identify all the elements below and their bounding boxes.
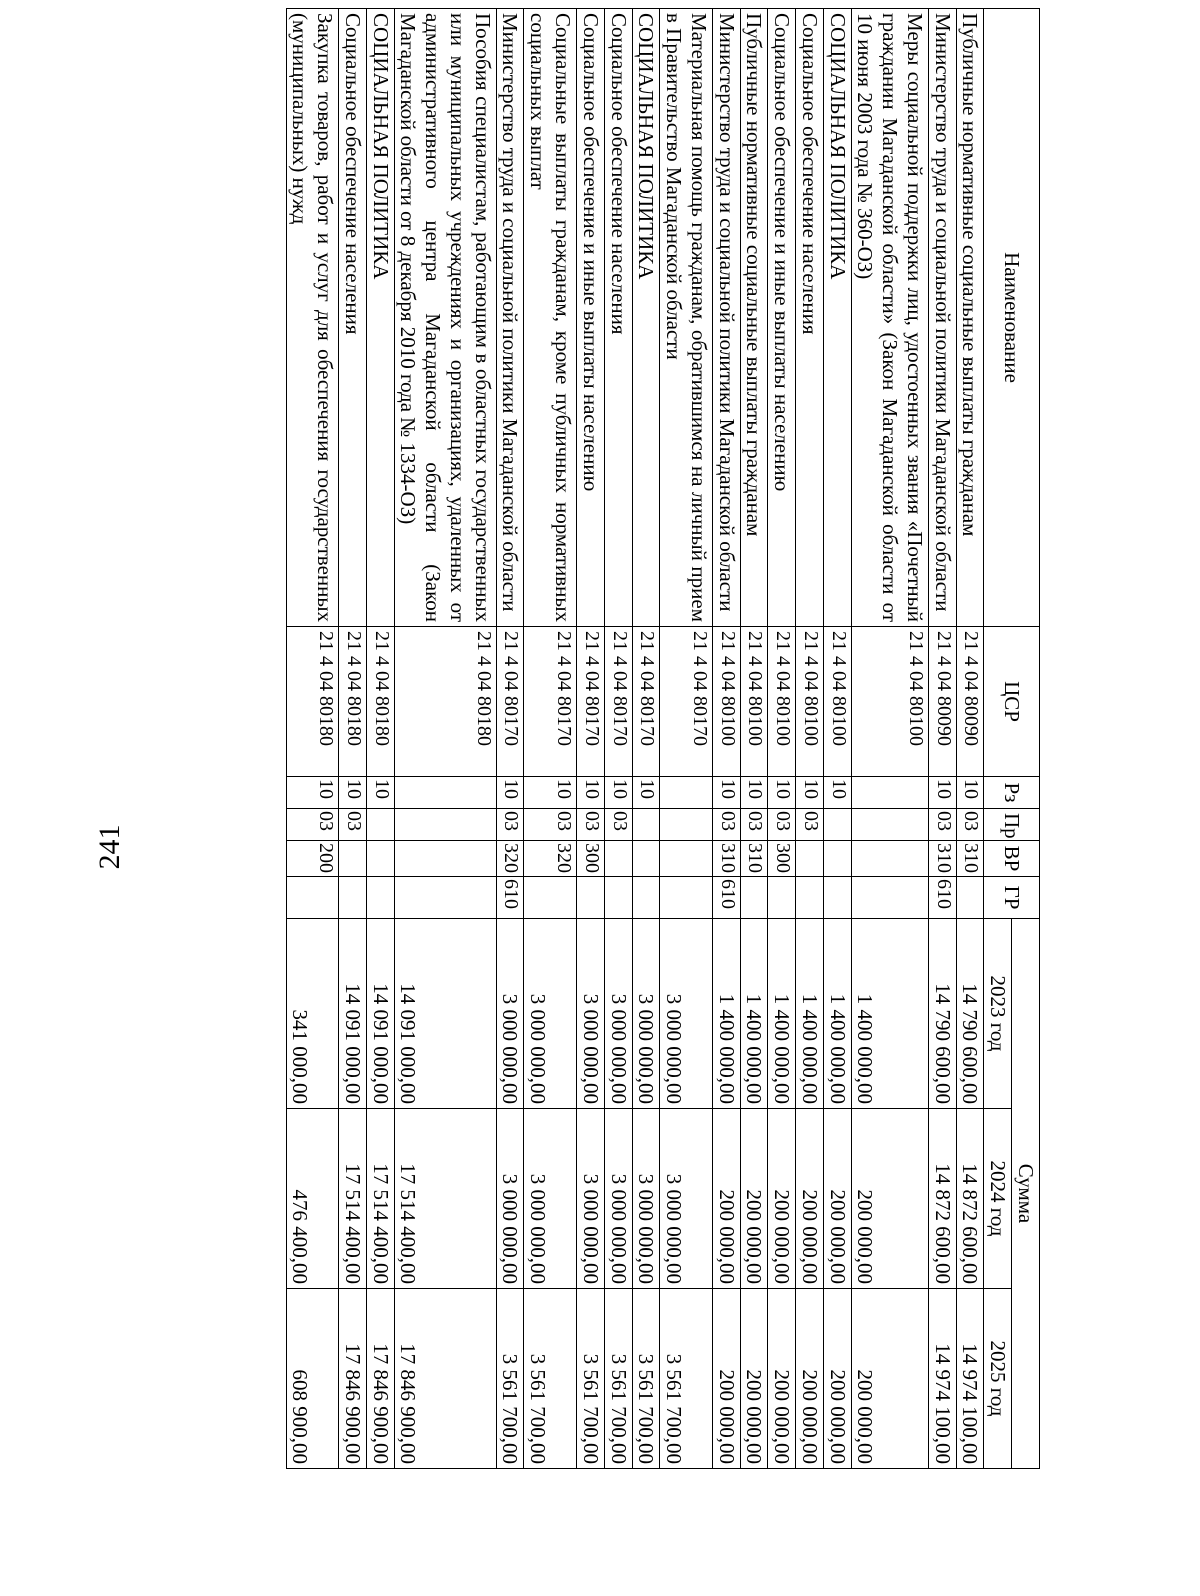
cell-csr: 21 4 04 80180: [394, 627, 496, 777]
cell-gr: [956, 877, 984, 919]
table-row: [768, 9, 796, 1469]
cell-vr: 300: [576, 841, 604, 877]
cell-vr: [339, 841, 367, 877]
cell-gr: [576, 877, 604, 919]
cell-y2024: 3 000 000,00: [524, 1109, 577, 1289]
cell-gr: 610: [712, 877, 740, 919]
table-row: [823, 9, 851, 1469]
cell-y2024: 476 400,00: [286, 1109, 339, 1289]
table-row: [496, 9, 524, 1469]
header-gr: ГР: [984, 877, 1040, 919]
cell-pr: [851, 809, 928, 841]
cell-y2023: 1 400 000,00: [768, 919, 796, 1109]
budget-table: [286, 8, 1040, 1469]
table-row: [394, 9, 496, 1469]
cell-csr: 21 4 04 80100: [712, 627, 740, 777]
cell-y2024: 17 514 400,00: [339, 1109, 367, 1289]
cell-name: Пособия специалистам, работающим в областных государственных или муниципальных учреждениях и организациях, удаленных от административного центра Магаданской области (Закон Магаданской области от 8 декабря 2010 года № 1334-ОЗ): [394, 9, 496, 627]
document-body: [286, 8, 1040, 1468]
cell-y2024: 200 000,00: [768, 1109, 796, 1289]
cell-rz: 10: [286, 777, 339, 809]
cell-gr: [286, 877, 339, 919]
table-row: [286, 9, 339, 1469]
cell-y2024: 17 514 400,00: [394, 1109, 496, 1289]
cell-y2023: 14 790 600,00: [928, 919, 956, 1109]
cell-y2023: 14 790 600,00: [956, 919, 984, 1109]
cell-vr: 300: [768, 841, 796, 877]
cell-name: Материальная помощь гражданам, обратившимся на личный прием в Правительство Магаданской области: [660, 9, 713, 627]
cell-y2023: 3 000 000,00: [632, 919, 660, 1109]
cell-vr: 320: [496, 841, 524, 877]
cell-csr: 21 4 04 80100: [740, 627, 768, 777]
cell-gr: [823, 877, 851, 919]
cell-rz: [394, 777, 496, 809]
cell-vr: 310: [928, 841, 956, 877]
cell-pr: 03: [796, 809, 824, 841]
cell-rz: 10: [956, 777, 984, 809]
cell-csr: 21 4 04 80090: [956, 627, 984, 777]
cell-y2023: 1 400 000,00: [823, 919, 851, 1109]
cell-name: СОЦИАЛЬНАЯ ПОЛИТИКА: [366, 9, 394, 627]
cell-y2023: 3 000 000,00: [524, 919, 577, 1109]
cell-vr: [366, 841, 394, 877]
cell-rz: 10: [768, 777, 796, 809]
cell-y2024: 200 000,00: [712, 1109, 740, 1289]
cell-y2023: 14 091 000,00: [394, 919, 496, 1109]
cell-name: Социальное обеспечение населения: [339, 9, 367, 627]
table-row: [366, 9, 394, 1469]
cell-vr: 310: [956, 841, 984, 877]
cell-y2024: 3 000 000,00: [496, 1109, 524, 1289]
cell-vr: [851, 841, 928, 877]
cell-gr: [366, 877, 394, 919]
header-name: Наименование: [984, 9, 1040, 627]
cell-y2023: 1 400 000,00: [851, 919, 928, 1109]
cell-pr: 03: [576, 809, 604, 841]
cell-pr: 03: [604, 809, 632, 841]
cell-name: Социальные выплаты гражданам, кроме публичных нормативных социальных выплат: [524, 9, 577, 627]
cell-rz: 10: [928, 777, 956, 809]
cell-gr: 610: [928, 877, 956, 919]
cell-gr: [851, 877, 928, 919]
cell-rz: 10: [339, 777, 367, 809]
cell-rz: 10: [632, 777, 660, 809]
cell-y2025: 3 561 700,00: [496, 1289, 524, 1469]
cell-vr: [604, 841, 632, 877]
header-2024: 2024 год: [984, 1109, 1012, 1289]
cell-y2025: 200 000,00: [796, 1289, 824, 1469]
cell-pr: 03: [768, 809, 796, 841]
cell-name: Публичные нормативные социальные выплаты гражданам: [740, 9, 768, 627]
cell-rz: 10: [604, 777, 632, 809]
cell-vr: [632, 841, 660, 877]
cell-pr: [394, 809, 496, 841]
cell-csr: 21 4 04 80100: [796, 627, 824, 777]
cell-y2024: 3 000 000,00: [576, 1109, 604, 1289]
cell-y2024: 200 000,00: [796, 1109, 824, 1289]
cell-y2023: 14 091 000,00: [339, 919, 367, 1109]
cell-y2025: 3 561 700,00: [576, 1289, 604, 1469]
table-row: [928, 9, 956, 1469]
cell-pr: 03: [524, 809, 577, 841]
cell-y2025: 17 846 900,00: [394, 1289, 496, 1469]
cell-name: Социальное обеспечение и иные выплаты населению: [576, 9, 604, 627]
cell-y2025: 200 000,00: [768, 1289, 796, 1469]
header-2025: 2025 год: [984, 1289, 1012, 1469]
cell-csr: 21 4 04 80170: [524, 627, 577, 777]
cell-y2023: 3 000 000,00: [496, 919, 524, 1109]
table-row: [604, 9, 632, 1469]
table-row: [712, 9, 740, 1469]
cell-gr: [740, 877, 768, 919]
cell-csr: 21 4 04 80100: [768, 627, 796, 777]
cell-rz: 10: [524, 777, 577, 809]
cell-y2023: 1 400 000,00: [712, 919, 740, 1109]
cell-gr: [394, 877, 496, 919]
cell-gr: [768, 877, 796, 919]
cell-rz: [851, 777, 928, 809]
cell-rz: 10: [823, 777, 851, 809]
cell-y2025: 200 000,00: [851, 1289, 928, 1469]
header-vr: ВР: [984, 841, 1040, 877]
cell-rz: 10: [712, 777, 740, 809]
table-header-row: [1012, 9, 1040, 1469]
cell-name: Социальное обеспечение населения: [796, 9, 824, 627]
cell-y2025: 3 561 700,00: [632, 1289, 660, 1469]
cell-gr: [604, 877, 632, 919]
cell-y2024: 3 000 000,00: [632, 1109, 660, 1289]
cell-rz: [660, 777, 713, 809]
cell-csr: 21 4 04 80090: [928, 627, 956, 777]
cell-vr: 310: [712, 841, 740, 877]
cell-name: Министерство труда и социальной политики Магаданской области: [496, 9, 524, 627]
table-row: [660, 9, 713, 1469]
cell-y2025: 17 846 900,00: [366, 1289, 394, 1469]
cell-vr: [823, 841, 851, 877]
header-pr: Пр: [984, 809, 1040, 841]
header-rz: Рз: [984, 777, 1040, 809]
cell-y2024: 3 000 000,00: [604, 1109, 632, 1289]
cell-name: Социальное обеспечение населения: [604, 9, 632, 627]
cell-pr: 03: [928, 809, 956, 841]
cell-csr: 21 4 04 80100: [823, 627, 851, 777]
cell-pr: 03: [712, 809, 740, 841]
cell-rz: 10: [366, 777, 394, 809]
table-row: [524, 9, 577, 1469]
cell-y2023: 3 000 000,00: [576, 919, 604, 1109]
cell-name: Социальное обеспечение и иные выплаты населению: [768, 9, 796, 627]
cell-y2023: 14 091 000,00: [366, 919, 394, 1109]
cell-y2024: 14 872 600,00: [956, 1109, 984, 1289]
table-row: [851, 9, 928, 1469]
cell-csr: 21 4 04 80170: [496, 627, 524, 777]
cell-y2024: 200 000,00: [823, 1109, 851, 1289]
cell-pr: 03: [339, 809, 367, 841]
cell-csr: 21 4 04 80180: [366, 627, 394, 777]
header-sum: Сумма: [1012, 919, 1040, 1469]
table-row: [796, 9, 824, 1469]
cell-y2023: 3 000 000,00: [604, 919, 632, 1109]
cell-pr: [660, 809, 713, 841]
header-csr: ЦСР: [984, 627, 1040, 777]
cell-csr: 21 4 04 80100: [851, 627, 928, 777]
cell-csr: 21 4 04 80170: [604, 627, 632, 777]
cell-pr: [632, 809, 660, 841]
table-row: [632, 9, 660, 1469]
cell-name: Закупка товаров, работ и услуг для обеспечения государственных (муниципальных) нужд: [286, 9, 339, 627]
cell-gr: [796, 877, 824, 919]
cell-name: СОЦИАЛЬНАЯ ПОЛИТИКА: [823, 9, 851, 627]
cell-rz: 10: [496, 777, 524, 809]
cell-gr: [339, 877, 367, 919]
cell-vr: 320: [524, 841, 577, 877]
cell-y2024: 200 000,00: [740, 1109, 768, 1289]
cell-name: Публичные нормативные социальные выплаты гражданам: [956, 9, 984, 627]
cell-y2025: 14 974 100,00: [928, 1289, 956, 1469]
cell-y2024: 17 514 400,00: [366, 1109, 394, 1289]
table-row: [339, 9, 367, 1469]
cell-vr: 200: [286, 841, 339, 877]
cell-y2024: 3 000 000,00: [660, 1109, 713, 1289]
cell-y2025: 608 900,00: [286, 1289, 339, 1469]
cell-y2025: 200 000,00: [823, 1289, 851, 1469]
cell-csr: 21 4 04 80170: [576, 627, 604, 777]
cell-name: Министерство труда и социальной политики Магаданской области: [712, 9, 740, 627]
cell-y2023: 1 400 000,00: [796, 919, 824, 1109]
cell-y2025: 200 000,00: [740, 1289, 768, 1469]
cell-rz: 10: [576, 777, 604, 809]
cell-y2023: 341 000,00: [286, 919, 339, 1109]
cell-gr: 610: [496, 877, 524, 919]
cell-gr: [524, 877, 577, 919]
cell-pr: 03: [496, 809, 524, 841]
cell-y2023: 3 000 000,00: [660, 919, 713, 1109]
cell-rz: 10: [796, 777, 824, 809]
cell-rz: 10: [740, 777, 768, 809]
cell-vr: [660, 841, 713, 877]
cell-csr: 21 4 04 80180: [286, 627, 339, 777]
cell-gr: [632, 877, 660, 919]
table-row: [740, 9, 768, 1469]
cell-pr: [366, 809, 394, 841]
cell-y2024: 200 000,00: [851, 1109, 928, 1289]
cell-name: Меры социальной поддержки лиц, удостоенных звания «Почетный гражданин Магаданской области» (Закон Магаданской области от 10 июня 2003 года № 360-ОЗ): [851, 9, 928, 627]
table-body: [286, 9, 984, 1469]
cell-y2025: 3 561 700,00: [524, 1289, 577, 1469]
cell-pr: 03: [740, 809, 768, 841]
cell-gr: [660, 877, 713, 919]
header-2023: 2023 год: [984, 919, 1012, 1109]
cell-vr: [394, 841, 496, 877]
cell-name: Министерство труда и социальной политики Магаданской области: [928, 9, 956, 627]
cell-csr: 21 4 04 80170: [632, 627, 660, 777]
cell-y2024: 14 872 600,00: [928, 1109, 956, 1289]
cell-name: СОЦИАЛЬНАЯ ПОЛИТИКА: [632, 9, 660, 627]
table-row: [956, 9, 984, 1469]
cell-csr: 21 4 04 80170: [660, 627, 713, 777]
cell-csr: 21 4 04 80180: [339, 627, 367, 777]
cell-pr: [823, 809, 851, 841]
cell-y2025: 14 974 100,00: [956, 1289, 984, 1469]
cell-y2025: 200 000,00: [712, 1289, 740, 1469]
cell-vr: 310: [740, 841, 768, 877]
cell-y2025: 3 561 700,00: [660, 1289, 713, 1469]
cell-y2025: 3 561 700,00: [604, 1289, 632, 1469]
cell-vr: [796, 841, 824, 877]
cell-y2023: 1 400 000,00: [740, 919, 768, 1109]
cell-pr: 03: [956, 809, 984, 841]
page-number: 241: [93, 824, 126, 870]
cell-y2025: 17 846 900,00: [339, 1289, 367, 1469]
cell-pr: 03: [286, 809, 339, 841]
table-row: [576, 9, 604, 1469]
